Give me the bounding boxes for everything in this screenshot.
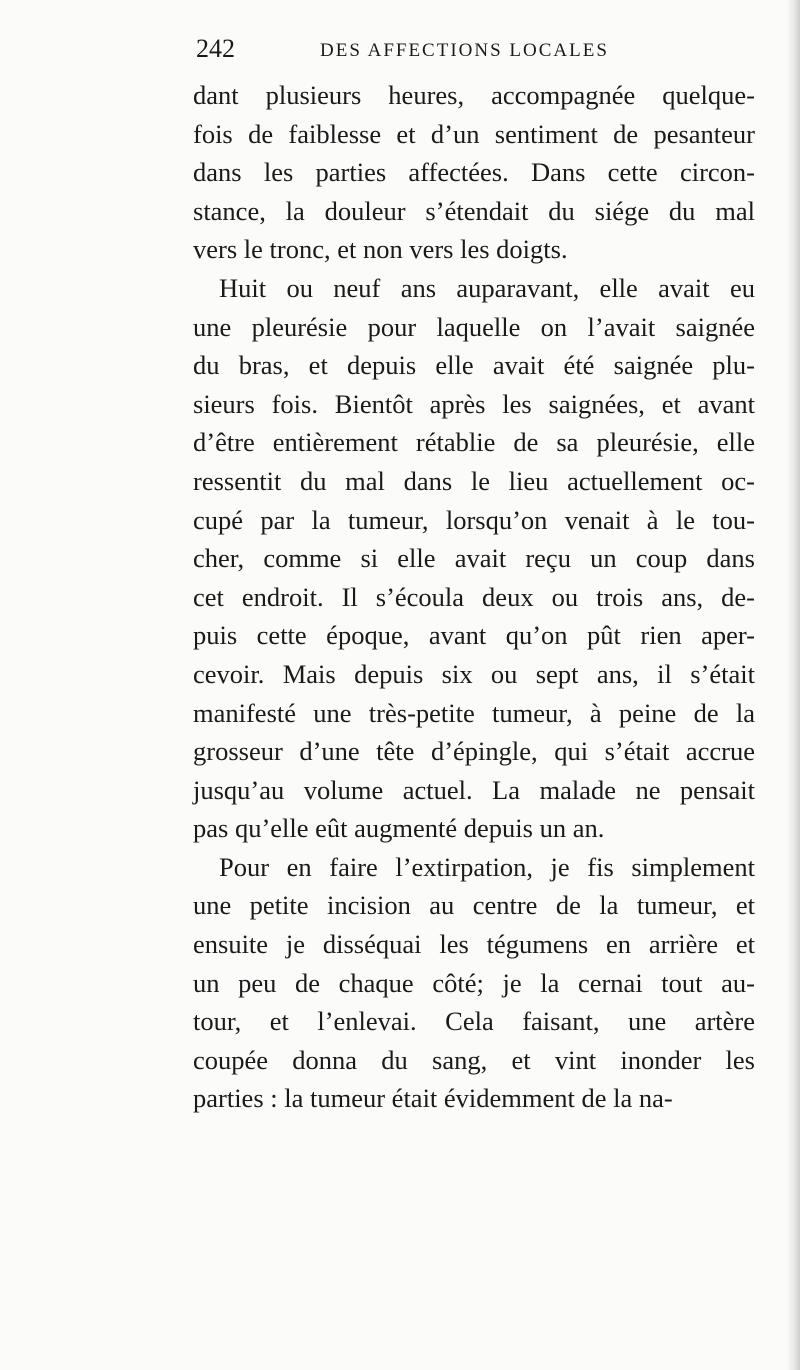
text-line: d’être entièrement rétablie de sa pleurésie, elle xyxy=(193,427,755,458)
paragraph xyxy=(193,269,755,848)
paragraph xyxy=(193,848,755,1118)
page-number: 242 xyxy=(196,34,235,63)
text-line: ensuite je disséquai les tégumens en arrière et xyxy=(193,929,755,960)
text-line: vers le tronc, et non vers les doigts. xyxy=(193,234,568,265)
running-title: DES AFFECTIONS LOCALES xyxy=(320,40,609,61)
text-line: un peu de chaque côté; je la cernai tout au- xyxy=(193,967,755,998)
text-line: grosseur d’une tête d’épingle, qui s’était accrue xyxy=(193,736,755,767)
text-line: cher, comme si elle avait reçu un coup dans xyxy=(193,543,755,574)
body-text xyxy=(193,76,755,1118)
text-line: ressentit du mal dans le lieu actuellement oc- xyxy=(193,465,755,496)
text-line: jusqu’au volume actuel. La malade ne pensait xyxy=(193,774,755,805)
running-head xyxy=(196,34,756,70)
text-line: cevoir. Mais depuis six ou sept ans, il s’était xyxy=(193,658,755,689)
text-line: Pour en faire l’extirpation, je fis simplement xyxy=(219,851,755,882)
text-line: dans les parties affectées. Dans cette circon- xyxy=(193,157,755,188)
text-line: sieurs fois. Bientôt après les saignées, et avant xyxy=(193,388,755,419)
text-line: Huit ou neuf ans auparavant, elle avait eu xyxy=(219,272,755,303)
text-line: une petite incision au centre de la tumeur, et xyxy=(193,890,755,921)
text-line: cet endroit. Il s’écoula deux ou trois ans, de- xyxy=(193,581,755,612)
text-line: du bras, et depuis elle avait été saignée plu- xyxy=(193,350,755,381)
text-line: stance, la douleur s’étendait du siége du mal xyxy=(193,195,755,226)
page-edge-shadow xyxy=(786,0,800,1370)
text-line: parties : la tumeur était évidemment de la na- xyxy=(193,1083,673,1114)
text-line: manifesté une très-petite tumeur, à peine de la xyxy=(193,697,755,728)
text-line: cupé par la tumeur, lorsqu’on venait à le tou- xyxy=(193,504,755,535)
text-line: dant plusieurs heures, accompagnée quelque- xyxy=(193,80,755,110)
text-line: pas qu’elle eût augmenté depuis un an. xyxy=(193,813,605,844)
text-line: une pleurésie pour laquelle on l’avait saignée xyxy=(193,311,755,342)
text-line: fois de faiblesse et d’un sentiment de pesanteur xyxy=(193,118,755,149)
text-line: puis cette époque, avant qu’on pût rien aper- xyxy=(193,620,755,651)
text-line: coupée donna du sang, et vint inonder les xyxy=(193,1044,755,1075)
text-line: tour, et l’enlevai. Cela faisant, une artère xyxy=(193,1006,755,1037)
paragraph xyxy=(193,76,755,269)
